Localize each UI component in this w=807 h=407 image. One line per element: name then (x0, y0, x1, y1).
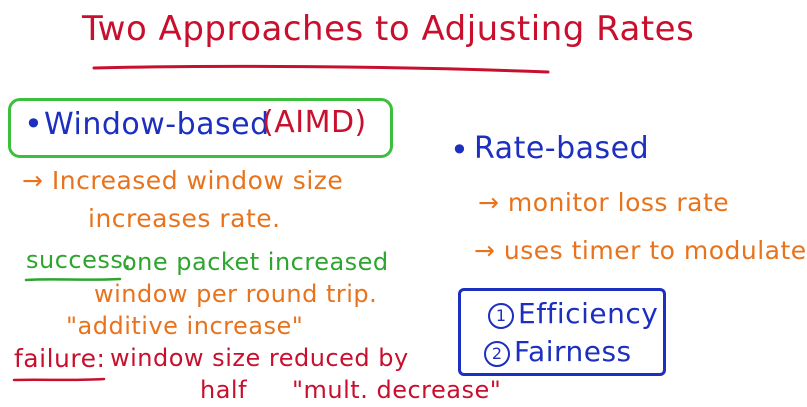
rate-based-item-2: → uses timer to modulate (474, 236, 807, 265)
title-underline (92, 62, 552, 76)
page-title: Two Approaches to Adjusting Rates (82, 9, 695, 49)
success-line-1: one packet increased (122, 248, 389, 276)
failure-line-2: half (200, 376, 248, 404)
goal-1-label: Efficiency (518, 297, 659, 330)
increase-line-2: increases rate. (88, 204, 281, 233)
rate-based-item-1: → monitor loss rate (478, 188, 730, 217)
aimd-label: (AIMD) (262, 105, 367, 140)
rate-based-heading: Rate-based (474, 131, 650, 166)
rate-based-bullet: • (450, 131, 470, 169)
increase-line-1: → Increased window size (22, 166, 344, 195)
failure-label: failure: (14, 344, 106, 373)
additive-increase-note: "additive increase" (66, 312, 304, 340)
success-line-2: window per round trip. (94, 280, 378, 308)
mult-decrease-note: "mult. decrease" (292, 376, 502, 404)
window-based-bullet: • (24, 105, 44, 143)
goal-2-number: 2 (484, 341, 510, 367)
failure-underline (12, 376, 108, 384)
failure-line-1: window size reduced by (110, 344, 409, 372)
goal-1-number: 1 (488, 303, 514, 329)
window-based-heading: Window-based (44, 107, 270, 142)
goal-2-label: Fairness (514, 335, 632, 368)
success-label: success: (26, 246, 132, 274)
